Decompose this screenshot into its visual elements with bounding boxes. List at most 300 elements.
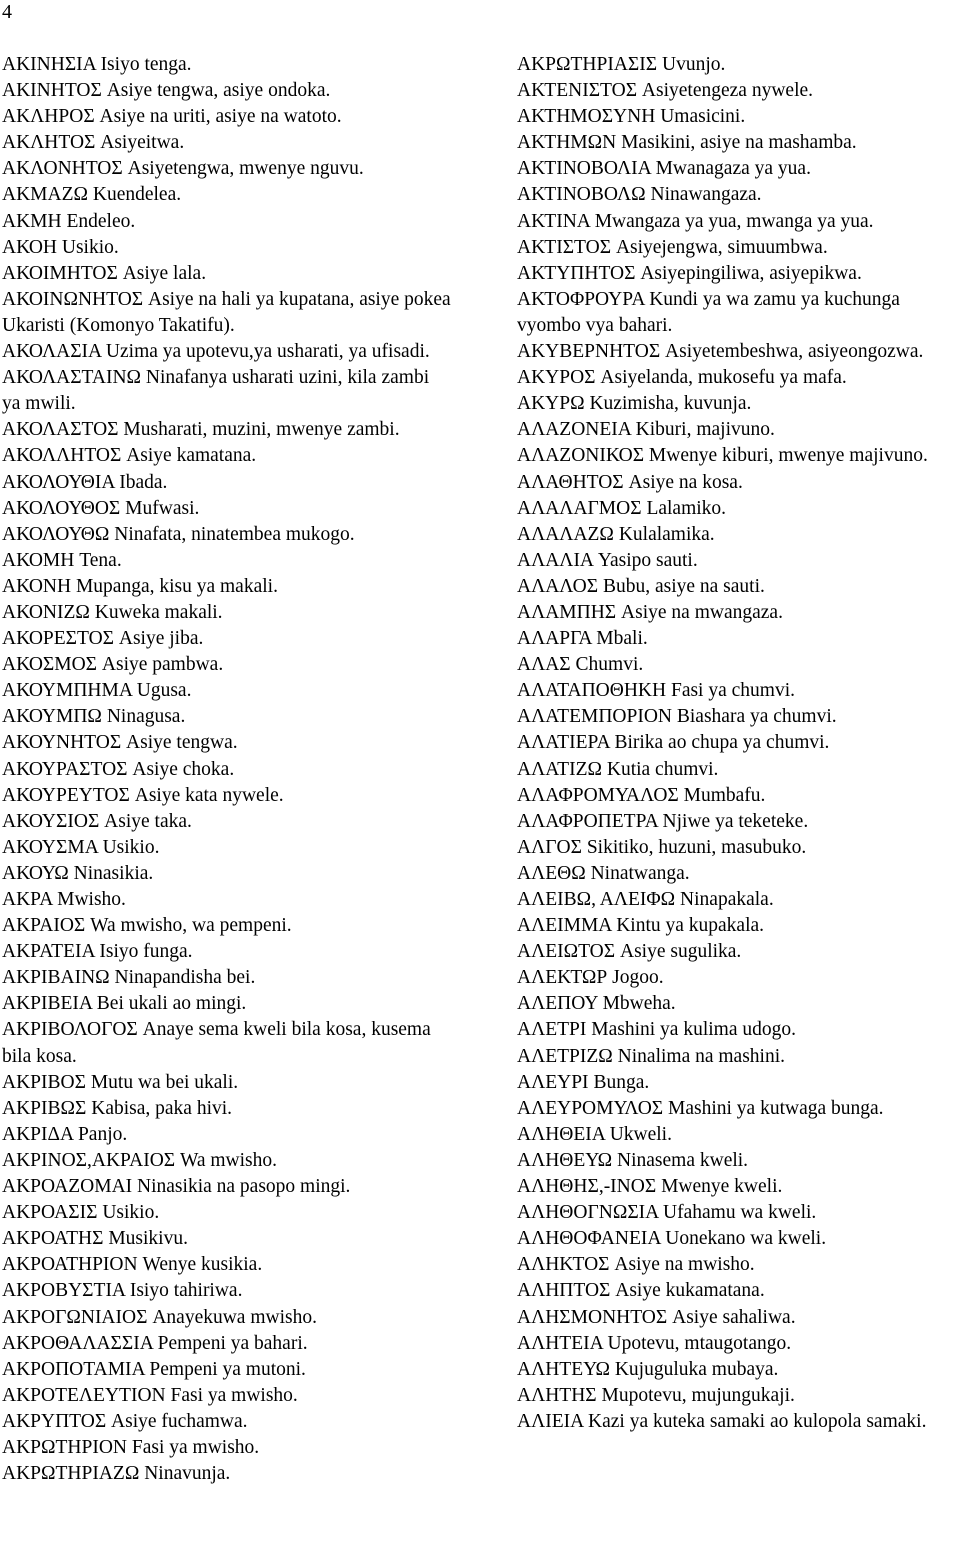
dictionary-entry (517, 704, 957, 730)
entry-definition: Ninapandisha bei. (114, 967, 256, 989)
dictionary-entry (517, 391, 957, 417)
entry-term: ΑΚΟΜΗ (2, 549, 75, 571)
entry-term: ΑΚΟΙΝΩΝΗΤΟΣ (2, 288, 144, 310)
entry-term: ΑΚΥΒΕΡΝΗΤΟΣ (517, 341, 661, 363)
dictionary-entry (517, 52, 957, 78)
entry-definition: Endeleo. (66, 210, 136, 232)
entry-definition: Kintu ya kupakala. (616, 915, 765, 937)
entry-definition: Bei ukali ao mingi. (96, 993, 247, 1015)
dictionary-entry (2, 209, 452, 235)
dictionary-entry (517, 1070, 957, 1096)
entry-definition: Asiye kamatana. (126, 445, 257, 467)
dictionary-entry (2, 1122, 452, 1148)
dictionary-entry (2, 496, 452, 522)
entry-term: ΑΚΡΟΘΑΛΑΣΣΙΑ (2, 1332, 153, 1354)
entry-definition: Kiburi, majivuno. (635, 419, 775, 441)
dictionary-entry (2, 1096, 452, 1122)
entry-definition: Asiye fuchamwa. (111, 1410, 248, 1432)
dictionary-entry (2, 104, 452, 130)
entry-term: ΑΚΡΟΓΩΝΙΑΙΟΣ (2, 1306, 148, 1328)
entry-term: ΑΚΡΙΒΕΙΑ (2, 993, 92, 1015)
entry-definition: Chumvi. (575, 654, 644, 676)
dictionary-entry (517, 182, 957, 208)
dictionary-entry (2, 339, 452, 365)
entry-term: ΑΚΟΥΡΑΣΤΟΣ (2, 758, 128, 780)
entry-definition: Uzima ya upotevu,ya usharati, ya ufisadi. (105, 341, 430, 363)
entry-definition: Ibada. (119, 471, 168, 493)
entry-definition: Asiyetengeza nywele. (641, 80, 814, 102)
dictionary-entry (2, 991, 452, 1017)
dictionary-entry (2, 156, 452, 182)
dictionary-entry (517, 1357, 957, 1383)
dictionary-entry (517, 1383, 957, 1409)
entry-definition: Asiyetembeshwa, asiyeongozwa. (665, 341, 924, 363)
entry-definition: Kuweka makali. (94, 601, 223, 623)
left-dictionary-column (2, 52, 452, 1487)
entry-definition: Ninafanya usharati uzini, kila zambi ya mwili. (2, 367, 430, 415)
dictionary-entry (517, 496, 957, 522)
entry-term: ΑΛΗΚΤΟΣ (517, 1254, 610, 1276)
entry-term: ΑΚΙΝΗΣΙΑ (2, 54, 96, 75)
entry-definition: Fasi ya chumvi. (670, 680, 795, 702)
entry-term: ΑΛΑΜΠΗΣ (517, 601, 617, 623)
entry-definition: Asiyepingiliwa, asiyepikwa. (640, 262, 862, 284)
entry-term: ΑΛΕΥΡΟΜΥΛΟΣ (517, 1097, 664, 1119)
dictionary-entry (517, 1331, 957, 1357)
entry-term: ΑΚΤΟΦΡΟΥΡΑ (517, 288, 645, 310)
entry-definition: Umasicini. (660, 106, 746, 128)
dictionary-entry (517, 261, 957, 287)
dictionary-entry (2, 261, 452, 287)
entry-definition: Mutu wa bei ukali. (90, 1071, 239, 1093)
entry-term: ΑΛΕΤΡΙ (517, 1019, 587, 1041)
entry-definition: Asiye sugulika. (619, 941, 742, 963)
entry-definition: Usikio. (61, 236, 119, 258)
dictionary-entry (517, 861, 957, 887)
dictionary-entry (517, 626, 957, 652)
entry-term: ΑΚΡΟΑΖΟΜΑΙ (2, 1176, 133, 1198)
dictionary-entry (517, 574, 957, 600)
dictionary-entry (2, 913, 452, 939)
entry-term: ΑΚΤΙΣΤΟΣ (517, 236, 612, 258)
dictionary-entry (517, 1226, 957, 1252)
dictionary-entry (2, 1148, 452, 1174)
entry-term: ΑΛΕΙΩΤΟΣ (517, 941, 616, 963)
entry-definition: Asiyelanda, mukosefu ya mafa. (600, 367, 847, 389)
entry-definition: Asiye kata nywele. (134, 784, 284, 806)
entry-definition: Kuzimisha, kuvunja. (589, 393, 752, 415)
entry-definition: Asiye na mwisho. (614, 1254, 755, 1276)
entry-term: ΑΚΟΥΡΕΥΤΟΣ (2, 784, 130, 806)
entry-definition: Kuendelea. (92, 184, 182, 206)
entry-definition: Ninalima na mashini. (617, 1045, 786, 1067)
entry-definition: Mwangaza ya yua, mwanga ya yua. (594, 210, 874, 232)
dictionary-entry (2, 730, 452, 756)
entry-term: ΑΚΡΟΒΥΣΤΙΑ (2, 1280, 125, 1302)
entry-definition: Mashini ya kutwaga bunga. (668, 1097, 884, 1119)
entry-definition: Musharati, muzini, mwenye zambi. (123, 419, 400, 441)
entry-term: ΑΚΡΙΒΩΣ (2, 1097, 87, 1119)
entry-term: ΑΚΟΙΜΗΤΟΣ (2, 262, 118, 284)
entry-term: ΑΛΓΟΣ (517, 836, 582, 858)
entry-definition: Panjo. (77, 1123, 128, 1145)
entry-term: ΑΚΤΙΝΟΒΟΛΩ (517, 184, 646, 206)
dictionary-entry (517, 1174, 957, 1200)
entry-term: ΑΛΗΠΤΟΣ (517, 1280, 616, 1302)
dictionary-entry (2, 809, 452, 835)
dictionary-entry (517, 548, 957, 574)
entry-term: ΑΚΟΛΟΥΘΩ (2, 523, 110, 545)
dictionary-entry (517, 470, 957, 496)
dictionary-entry (2, 1383, 452, 1409)
entry-definition: Anayekuwa mwisho. (152, 1306, 317, 1328)
entry-term: ΑΚΛΟΝΗΤΟΣ (2, 158, 123, 180)
dictionary-entry (517, 522, 957, 548)
dictionary-entry (2, 287, 452, 339)
dictionary-entry (517, 287, 957, 339)
dictionary-entry (2, 1226, 452, 1252)
entry-definition: Mumbafu. (683, 784, 766, 806)
entry-term: ΑΚΟΛΑΣΙΑ (2, 341, 102, 363)
entry-definition: Bubu, asiye na sauti. (602, 575, 765, 597)
dictionary-entry (2, 887, 452, 913)
page-number: 4 (2, 1, 12, 23)
dictionary-entry (517, 235, 957, 261)
entry-definition: Asiye jiba. (118, 628, 204, 650)
entry-term: ΑΚΟΥΝΗΤΟΣ (2, 732, 127, 754)
entry-definition: Ninagusa. (106, 706, 186, 728)
dictionary-entry (517, 783, 957, 809)
entry-term: ΑΛΗΘΕΥΩ (517, 1149, 613, 1171)
dictionary-entry (517, 1044, 957, 1070)
entry-term: ΑΛΗΤΕΥΩ (517, 1358, 610, 1380)
entry-term: ΑΚΡΙΝΟΣ,ΑΚΡΑΙΟΣ (2, 1149, 176, 1171)
entry-term: ΑΛΑΛΑΓΜΟΣ (517, 497, 642, 519)
entry-term: ΑΛΕΘΩ (517, 862, 586, 884)
dictionary-entry (2, 1017, 452, 1069)
entry-term: ΑΚΡΩΤΗΡΙΑΖΩ (2, 1463, 140, 1485)
entry-definition: Ukweli. (609, 1123, 672, 1145)
dictionary-entry (517, 600, 957, 626)
entry-term: ΑΛΑΛΟΣ (517, 575, 599, 597)
entry-definition: Usikio. (102, 836, 160, 858)
entry-definition: Asiye tengwa, asiye ondoka. (106, 80, 331, 102)
dictionary-entry (517, 104, 957, 130)
entry-definition: Isiyo tahiriwa. (129, 1280, 243, 1302)
entry-term: ΑΚΡΟΑΤΗΣ (2, 1228, 104, 1250)
dictionary-entry (2, 443, 452, 469)
entry-term: ΑΛΑΦΡΟΜΥΑΛΟΣ (517, 784, 679, 806)
entry-term: ΑΚΡΩΤΗΡΙΑΣΙΣ (517, 54, 658, 75)
entry-definition: Upotevu, mtaugotango. (607, 1332, 792, 1354)
dictionary-entry (2, 1435, 452, 1461)
entry-term: ΑΛΑΘΗΤΟΣ (517, 471, 624, 493)
dictionary-entry (517, 1096, 957, 1122)
entry-definition: Tena. (79, 549, 122, 571)
entry-definition: Kujuguluka mubaya. (614, 1358, 779, 1380)
dictionary-entry (517, 678, 957, 704)
entry-definition: Asiye taka. (104, 810, 192, 832)
entry-definition: Mupanga, kisu ya makali. (75, 575, 278, 597)
entry-term: ΑΛΑΤΑΠΟΘΗΚΗ (517, 680, 667, 702)
entry-definition: Asiye na hali ya kupatana, asiye pokea Ukaristi (Komonyo Takatifu). (2, 288, 451, 336)
dictionary-entry (517, 1305, 957, 1331)
entry-term: ΑΚΙΝΗΤΟΣ (2, 80, 102, 102)
dictionary-entry (2, 1174, 452, 1200)
entry-term: ΑΛΕΙΒΩ, ΑΛΕΙΦΩ (517, 889, 676, 910)
dictionary-entry (2, 704, 452, 730)
entry-term: ΑΚΥΡΟΣ (517, 367, 596, 389)
entry-definition: Kulalamika. (618, 523, 715, 545)
entry-definition: Kutia chumvi. (606, 758, 719, 780)
entry-term: ΑΛΕΥΡΙ (517, 1071, 589, 1093)
dictionary-entry (2, 600, 452, 626)
entry-term: ΑΚΡΑΙΟΣ (2, 915, 86, 937)
dictionary-entry (2, 939, 452, 965)
entry-definition: Kazi ya kuteka samaki ao kulopola samaki. (588, 1410, 927, 1432)
entry-definition: Uvunjo. (661, 54, 726, 75)
entry-definition: Njiwe ya teketeke. (662, 810, 809, 832)
entry-term: ΑΛΗΘΗΣ,-ΙΝΟΣ (517, 1176, 657, 1198)
entry-definition: Asiye sahaliwa. (672, 1306, 796, 1328)
entry-term: ΑΚΟΥΣΙΟΣ (2, 810, 100, 832)
entry-definition: Lalamiko. (646, 497, 727, 519)
entry-term: ΑΚΟΡΕΣΤΟΣ (2, 628, 115, 650)
entry-term: ΑΚΟΛΑΣΤΟΣ (2, 419, 119, 441)
entry-definition: Ninafata, ninatembea mukogo. (114, 523, 355, 545)
entry-term: ΑΚΛΗΡΟΣ (2, 106, 95, 128)
entry-term: ΑΛΑΛΙΑ (517, 549, 593, 571)
dictionary-entry (2, 861, 452, 887)
dictionary-entry (2, 522, 452, 548)
entry-definition: Ninasema kweli. (617, 1149, 749, 1171)
dictionary-entry (517, 443, 957, 469)
entry-term: ΑΚΡΟΑΤΗΡΙΟΝ (2, 1254, 138, 1276)
dictionary-entry (2, 1305, 452, 1331)
entry-term: ΑΛΑΖΟΝΙΚΟΣ (517, 445, 645, 467)
entry-term: ΑΚΡΙΒΑΙΝΩ (2, 967, 110, 989)
entry-definition: Birika ao chupa ya chumvi. (614, 732, 830, 754)
entry-term: ΑΚΟΥΜΠΩ (2, 706, 102, 728)
dictionary-entry (517, 1409, 957, 1435)
entry-definition: Uonekano wa kweli. (665, 1228, 827, 1250)
dictionary-entry (2, 835, 452, 861)
dictionary-entry (517, 339, 957, 365)
entry-term: ΑΚΟΛΑΣΤΑΙΝΩ (2, 367, 142, 389)
dictionary-entry (2, 783, 452, 809)
entry-term: ΑΛΕΙΜΜΑ (517, 915, 612, 937)
entry-term: ΑΚΤΙΝΟΒΟΛΙΑ (517, 158, 651, 180)
entry-term: ΑΛΗΤΗΣ (517, 1384, 597, 1406)
entry-term: ΑΛΑΛΑΖΩ (517, 523, 614, 545)
dictionary-entry (517, 965, 957, 991)
entry-definition: Mwanagaza ya yua. (655, 158, 811, 180)
entry-definition: Asiye choka. (132, 758, 235, 780)
entry-term: ΑΚΡΩΤΗΡΙΟΝ (2, 1436, 127, 1458)
dictionary-entry (2, 678, 452, 704)
entry-term: ΑΛΑΤΙΖΩ (517, 758, 602, 780)
dictionary-entry (2, 1070, 452, 1096)
entry-definition: Ninasikia. (73, 862, 154, 884)
entry-term: ΑΛΙΕΙΑ (517, 1410, 584, 1432)
dictionary-entry (517, 1278, 957, 1304)
dictionary-entry (517, 991, 957, 1017)
entry-term: ΑΚΟΝΙΖΩ (2, 601, 90, 623)
entry-definition: Mbweha. (602, 993, 676, 1015)
entry-definition: Ufahamu wa kweli. (663, 1202, 817, 1224)
entry-definition: Asiye lala. (122, 262, 207, 284)
right-dictionary-column (517, 52, 957, 1435)
entry-term: ΑΛΑΤΙΕΡΑ (517, 732, 610, 754)
entry-definition: Masikini, asiye na mashamba. (621, 132, 857, 154)
entry-term: ΑΚΡΑΤΕΙΑ (2, 941, 95, 963)
entry-definition: Ninawangaza. (650, 184, 762, 206)
dictionary-entry (517, 730, 957, 756)
entry-term: ΑΚΤΗΜΟΣΥΝΗ (517, 106, 656, 128)
entry-definition: Wenye kusikia. (142, 1254, 263, 1276)
entry-term: ΑΚΟΥΩ (2, 862, 69, 884)
entry-definition: Asiyejengwa, simuumbwa. (615, 236, 828, 258)
entry-term: ΑΛΑΖΟΝΕΙΑ (517, 419, 631, 441)
entry-definition: Ninavunja. (144, 1463, 231, 1485)
entry-definition: Wa mwisho, wa pempeni. (90, 915, 292, 937)
entry-term: ΑΚΡΙΒΟΣ (2, 1071, 86, 1093)
dictionary-entry (2, 78, 452, 104)
entry-term: ΑΛΗΣΜΟΝΗΤΟΣ (517, 1306, 668, 1328)
entry-definition: Asiyetengwa, mwenye nguvu. (127, 158, 364, 180)
entry-definition: Wa mwisho. (180, 1149, 278, 1171)
entry-definition: Mashini ya kulima udogo. (591, 1019, 796, 1041)
entry-term: ΑΚΜΑΖΩ (2, 184, 88, 206)
dictionary-entry (2, 1461, 452, 1487)
dictionary-entry (2, 182, 452, 208)
dictionary-entry (517, 1200, 957, 1226)
dictionary-entry (517, 835, 957, 861)
entry-term: ΑΚΡΥΠΤΟΣ (2, 1410, 107, 1432)
entry-term: ΑΚΡΟΑΣΙΣ (2, 1202, 98, 1224)
entry-definition: Kundi ya wa zamu ya kuchunga vyombo vya bahari. (517, 288, 900, 336)
dictionary-entry (517, 156, 957, 182)
entry-definition: Isiyo tenga. (100, 54, 192, 75)
entry-term: ΑΛΑΤΕΜΠΟΡΙΟΝ (517, 706, 672, 728)
entry-definition: Sikitiko, huzuni, masubuko. (586, 836, 807, 858)
entry-term: ΑΛΕΤΡΙΖΩ (517, 1045, 613, 1067)
entry-term: ΑΚΜΗ (2, 210, 62, 232)
entry-definition: Asiye pambwa. (101, 654, 224, 676)
dictionary-entry (2, 1200, 452, 1226)
entry-term: ΑΚΡΟΤΕΛΕΥΤΙΟΝ (2, 1384, 166, 1406)
entry-definition: Asiye na uriti, asiye na watoto. (99, 106, 342, 128)
dictionary-entry (517, 939, 957, 965)
entry-term: ΑΚΟΗ (2, 236, 57, 258)
entry-term: ΑΚΤΕΝΙΣΤΟΣ (517, 80, 638, 102)
entry-term: ΑΚΟΛΛΗΤΟΣ (2, 445, 122, 467)
entry-definition: Pempeni ya mutoni. (149, 1358, 306, 1380)
dictionary-entry (517, 1148, 957, 1174)
entry-definition: Pempeni ya bahari. (157, 1332, 308, 1354)
dictionary-entry (517, 1017, 957, 1043)
dictionary-entry (2, 365, 452, 417)
dictionary-entry (517, 78, 957, 104)
entry-definition: Fasi ya mwisho. (170, 1384, 298, 1406)
entry-term: ΑΛΗΤΕΙΑ (517, 1332, 603, 1354)
entry-term: ΑΛΗΘΕΙΑ (517, 1123, 605, 1145)
dictionary-entry (2, 1331, 452, 1357)
entry-term: ΑΚΟΝΗ (2, 575, 72, 597)
dictionary-entry (2, 1278, 452, 1304)
entry-definition: Ugusa. (136, 680, 192, 702)
entry-term: ΑΚΛΗΤΟΣ (2, 132, 96, 154)
entry-term: ΑΚΟΛΟΥΘΙΑ (2, 471, 115, 493)
dictionary-entry (2, 626, 452, 652)
entry-definition: Anaye sema kweli bila kosa, kusema bila kosa. (2, 1019, 431, 1067)
dictionary-entry (2, 965, 452, 991)
dictionary-entry (2, 470, 452, 496)
entry-definition: Mwisho. (57, 889, 126, 910)
entry-definition: Asiye tengwa. (126, 732, 238, 754)
dictionary-entry (517, 757, 957, 783)
entry-definition: Jogoo. (612, 967, 664, 989)
dictionary-entry (517, 130, 957, 156)
dictionary-entry (2, 548, 452, 574)
entry-term: ΑΚΥΡΩ (517, 393, 585, 415)
dictionary-entry (517, 209, 957, 235)
entry-definition: Biashara ya chumvi. (676, 706, 837, 728)
dictionary-entry (2, 235, 452, 261)
entry-term: ΑΛΗΘΟΦΑΝΕΙΑ (517, 1228, 661, 1250)
dictionary-entry (517, 652, 957, 678)
dictionary-entry (517, 365, 957, 391)
entry-definition: Usikio. (102, 1202, 160, 1224)
entry-definition: Mufwasi. (125, 497, 200, 519)
dictionary-entry (517, 417, 957, 443)
dictionary-entry (2, 574, 452, 600)
entry-term: ΑΚΤΥΠΗΤΟΣ (517, 262, 636, 284)
entry-term: ΑΛΑΦΡΟΠΕΤΡΑ (517, 810, 658, 832)
entry-definition: Asiye na kosa. (628, 471, 743, 493)
entry-term: ΑΚΟΥΜΠΗΜΑ (2, 680, 132, 702)
entry-definition: Isiyo funga. (99, 941, 193, 963)
entry-term: ΑΛΕΚΤΩΡ (517, 967, 608, 989)
entry-definition: Bunga. (593, 1071, 650, 1093)
entry-term: ΑΚΡΙΔΑ (2, 1123, 74, 1145)
dictionary-entry (2, 52, 452, 78)
entry-definition: Asiyeitwa. (100, 132, 185, 154)
entry-term: ΑΚΡΙΒΟΛΟΓΟΣ (2, 1019, 138, 1041)
entry-term: ΑΚΟΛΟΥΘΟΣ (2, 497, 121, 519)
dictionary-entry (2, 1357, 452, 1383)
dictionary-entry (2, 1409, 452, 1435)
entry-definition: Ninasikia na pasopo mingi. (137, 1176, 351, 1198)
entry-definition: Ninatwanga. (590, 862, 690, 884)
entry-term: ΑΛΗΘΟΓΝΩΣΙΑ (517, 1202, 659, 1224)
dictionary-entry (517, 809, 957, 835)
entry-term: ΑΚΟΣΜΟΣ (2, 654, 98, 676)
entry-definition: Mwenye kiburi, mwenye majivuno. (648, 445, 928, 467)
entry-definition: Kabisa, paka hivi. (91, 1097, 233, 1119)
entry-definition: Asiye kukamatana. (615, 1280, 765, 1302)
entry-definition: Fasi ya mwisho. (131, 1436, 260, 1458)
entry-term: ΑΚΡΑ (2, 889, 53, 910)
dictionary-entry (517, 913, 957, 939)
entry-term: ΑΚΤΗΜΩΝ (517, 132, 617, 154)
entry-definition: Mwenye kweli. (661, 1176, 783, 1198)
entry-term: ΑΚΡΟΠΟΤΑΜΙΑ (2, 1358, 145, 1380)
entry-definition: Asiye na mwangaza. (621, 601, 783, 623)
dictionary-entry (2, 1252, 452, 1278)
dictionary-entry (2, 417, 452, 443)
entry-definition: Musikivu. (108, 1228, 188, 1250)
